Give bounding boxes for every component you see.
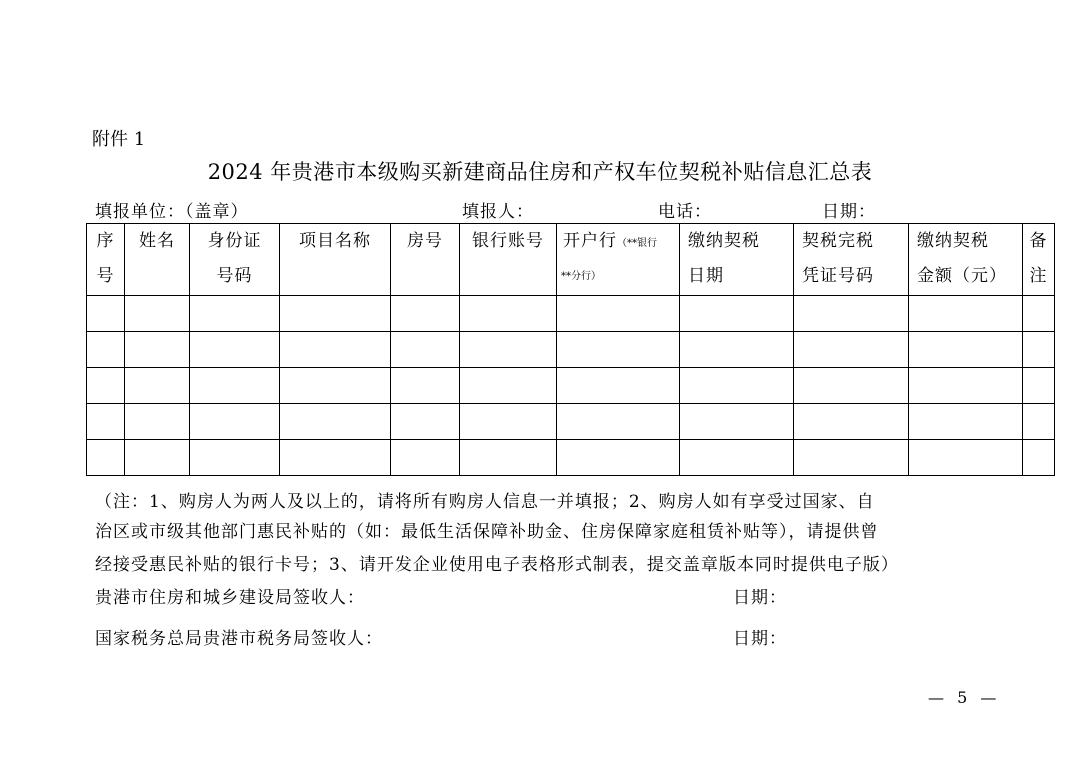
table-cell[interactable] xyxy=(190,332,280,368)
table-cell[interactable] xyxy=(460,368,557,404)
table-cell[interactable] xyxy=(557,404,680,440)
table-row xyxy=(87,332,1055,368)
col-header-name: 姓名 xyxy=(125,224,190,296)
housing-bureau-date-label: 日期： xyxy=(733,588,787,608)
table-cell[interactable] xyxy=(280,368,391,404)
filer-label: 填报人： xyxy=(462,202,534,222)
table-cell[interactable] xyxy=(125,368,190,404)
note-line-2: 治区或市级其他部门惠民补贴的（如：最低生活保障补助金、住房保障家庭租赁补贴等），请提供曾 xyxy=(95,522,879,542)
table-row xyxy=(87,404,1055,440)
table-cell[interactable] xyxy=(87,440,125,476)
table-cell[interactable] xyxy=(391,296,460,332)
page-number: — 5 — xyxy=(928,688,1001,707)
table-cell[interactable] xyxy=(87,296,125,332)
table-cell[interactable] xyxy=(557,296,680,332)
table-cell[interactable] xyxy=(680,404,794,440)
table-cell[interactable] xyxy=(557,332,680,368)
table-cell[interactable] xyxy=(909,296,1023,332)
subsidy-info-table xyxy=(86,223,1055,476)
table-cell[interactable] xyxy=(87,404,125,440)
filing-unit-label: 填报单位：（盖章） xyxy=(95,202,249,222)
table-cell[interactable] xyxy=(680,440,794,476)
table-header-row xyxy=(87,224,1055,296)
table-cell[interactable] xyxy=(1023,440,1055,476)
table-cell[interactable] xyxy=(909,368,1023,404)
table-cell[interactable] xyxy=(909,404,1023,440)
table-cell[interactable] xyxy=(280,404,391,440)
table-cell[interactable] xyxy=(125,440,190,476)
table-cell[interactable] xyxy=(557,368,680,404)
note-line-3: 经接受惠民补贴的银行卡号；3、请开发企业使用电子表格形式制表，提交盖章版本同时提供电子版） xyxy=(95,555,899,575)
table-row xyxy=(87,296,1055,332)
table-cell[interactable] xyxy=(190,404,280,440)
table-cell[interactable] xyxy=(1023,296,1055,332)
date-label: 日期： xyxy=(822,202,876,222)
table-cell[interactable] xyxy=(794,332,909,368)
table-row xyxy=(87,368,1055,404)
note-line-1: （注：1、购房人为两人及以上的，请将所有购房人信息一并填报；2、购房人如有享受过国家、自 xyxy=(95,492,875,512)
col-header-bank-branch: 开户行（**银行 **分行） xyxy=(557,224,680,296)
table-cell[interactable] xyxy=(794,440,909,476)
table-cell[interactable] xyxy=(460,440,557,476)
table-cell[interactable] xyxy=(909,440,1023,476)
table-cell[interactable] xyxy=(125,332,190,368)
document-title: 2024 年贵港市本级购买新建商品住房和产权车位契税补贴信息汇总表 xyxy=(207,160,873,184)
table-cell[interactable] xyxy=(1023,332,1055,368)
tax-bureau-date-label: 日期： xyxy=(733,629,787,649)
col-header-bank-account: 银行账号 xyxy=(460,224,557,296)
table-cell[interactable] xyxy=(680,332,794,368)
table-cell[interactable] xyxy=(125,296,190,332)
col-header-tax-payment-date: 缴纳契税 日期 xyxy=(680,224,794,296)
table-cell[interactable] xyxy=(280,332,391,368)
col-header-tax-amount: 缴纳契税 金额（元） xyxy=(909,224,1023,296)
table-cell[interactable] xyxy=(190,440,280,476)
table-cell[interactable] xyxy=(87,332,125,368)
table-cell[interactable] xyxy=(190,368,280,404)
table-cell[interactable] xyxy=(87,368,125,404)
col-header-room-number: 房号 xyxy=(391,224,460,296)
table-cell[interactable] xyxy=(280,440,391,476)
table-cell[interactable] xyxy=(391,368,460,404)
table-row xyxy=(87,440,1055,476)
housing-bureau-signer-label: 贵港市住房和城乡建设局签收人： xyxy=(95,588,365,608)
col-header-tax-certificate-number: 契税完税 凭证号码 xyxy=(794,224,909,296)
table-cell[interactable] xyxy=(391,440,460,476)
table-cell[interactable] xyxy=(460,404,557,440)
table-cell[interactable] xyxy=(1023,368,1055,404)
table-cell[interactable] xyxy=(280,296,391,332)
table-cell[interactable] xyxy=(909,332,1023,368)
col-header-remarks: 备 注 xyxy=(1023,224,1055,296)
attachment-label: 附件 1 xyxy=(92,129,146,150)
tax-bureau-signer-label: 国家税务总局贵港市税务局签收人： xyxy=(95,629,383,649)
col-header-serial: 序 号 xyxy=(87,224,125,296)
table-cell[interactable] xyxy=(794,296,909,332)
table-cell[interactable] xyxy=(794,368,909,404)
table-cell[interactable] xyxy=(391,332,460,368)
table-cell[interactable] xyxy=(125,404,190,440)
table-cell[interactable] xyxy=(1023,404,1055,440)
table-cell[interactable] xyxy=(460,332,557,368)
table-cell[interactable] xyxy=(680,296,794,332)
table-cell[interactable] xyxy=(794,404,909,440)
table-cell[interactable] xyxy=(391,404,460,440)
phone-label: 电话： xyxy=(658,202,712,222)
table-cell[interactable] xyxy=(460,296,557,332)
col-header-project-name: 项目名称 xyxy=(280,224,391,296)
table-cell[interactable] xyxy=(557,440,680,476)
table-cell[interactable] xyxy=(680,368,794,404)
col-header-id-number: 身份证 号码 xyxy=(190,224,280,296)
table-cell[interactable] xyxy=(190,296,280,332)
